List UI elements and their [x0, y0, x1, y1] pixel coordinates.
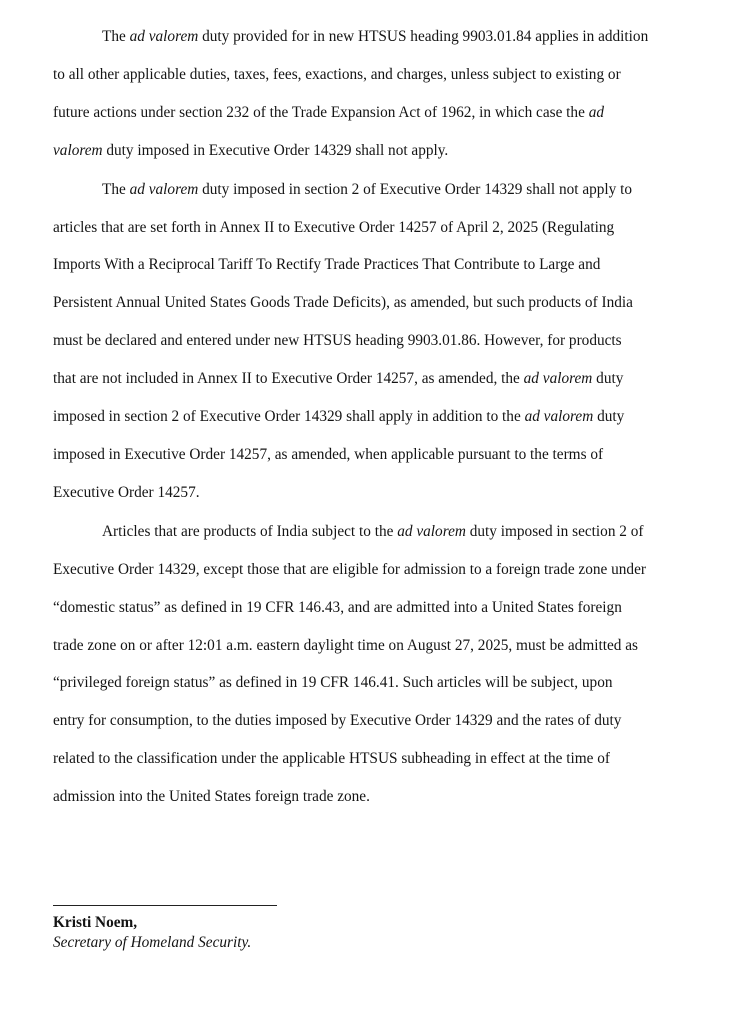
text-run: Articles that are products of India subject to the	[102, 522, 398, 540]
text-run: “domestic status” as defined in 19 CFR 146.43, and are admitted into a United States foreign	[53, 598, 622, 616]
text-run: “privileged foreign status” as defined in 19 CFR 146.41. Such articles will be subject, upon	[53, 674, 613, 692]
signatory-title: Secretary of Homeland Security.	[53, 934, 252, 951]
text-run: admission into the United States foreign trade zone.	[53, 788, 370, 806]
text-run: The	[102, 180, 130, 198]
text-run: must be declared and entered under new HTSUS heading 9903.01.86. However, for products	[53, 332, 622, 350]
signature-block	[53, 905, 453, 952]
paragraph-line	[53, 551, 698, 589]
paragraph-line	[53, 171, 698, 209]
text-run: duty provided for in new HTSUS heading 9903.01.84 applies in addition	[198, 28, 649, 45]
document-body	[53, 18, 698, 816]
italic-term: ad valorem	[524, 408, 594, 426]
italic-term: ad valorem	[523, 370, 593, 388]
italic-term: ad	[588, 103, 604, 121]
italic-term: valorem	[53, 141, 103, 159]
paragraph-line	[53, 322, 698, 360]
text-run: imposed in Executive Order 14257, as amended, when applicable pursuant to the terms of	[53, 445, 604, 463]
paragraph	[53, 513, 698, 816]
signature-line	[53, 905, 277, 906]
text-run: to all other applicable duties, taxes, fees, exactions, and charges, unless subject to existing or	[53, 65, 621, 83]
paragraph	[53, 171, 698, 512]
italic-term: ad valorem	[397, 522, 466, 540]
text-run: articles that are set forth in Annex II to Executive Order 14257 of April 2, 2025 (Regulating	[53, 218, 615, 236]
paragraph-line	[53, 18, 698, 56]
paragraph-line	[53, 627, 698, 665]
text-run: trade zone on or after 12:01 a.m. eastern daylight time on August 27, 2025, must be admitted as	[53, 636, 638, 654]
text-run: duty imposed in section 2 of	[465, 522, 644, 540]
text-run: duty imposed in section 2 of Executive Order 14329 shall not apply to	[198, 180, 633, 198]
text-run: Executive Order 14329, except those that are eligible for admission to a foreign trade zone under	[53, 560, 646, 578]
paragraph-line	[53, 284, 698, 322]
text-run: duty	[592, 370, 624, 388]
paragraph-line	[53, 94, 698, 132]
paragraph-line	[53, 513, 698, 551]
text-run: Executive Order 14257.	[53, 483, 200, 501]
paragraph-container	[53, 18, 698, 816]
paragraph-line	[53, 436, 698, 474]
text-run: that are not included in Annex II to Executive Order 14257, as amended, the	[53, 370, 524, 388]
paragraph-line	[53, 246, 698, 284]
text-run: duty imposed in Executive Order 14329 shall not apply.	[102, 141, 449, 159]
text-run: The	[102, 28, 130, 45]
text-run: imposed in section 2 of Executive Order 14329 shall apply in addition to the	[53, 408, 525, 426]
paragraph-line	[53, 474, 698, 512]
italic-term: ad valorem	[129, 28, 199, 45]
text-run: entry for consumption, to the duties imposed by Executive Order 14329 and the rates of duty	[53, 712, 622, 730]
paragraph-line	[53, 589, 698, 627]
signatory-name: Kristi Noem,	[53, 914, 138, 931]
paragraph-line	[53, 398, 698, 436]
text-run: future actions under section 232 of the Trade Expansion Act of 1962, in which case the	[53, 103, 589, 121]
paragraph-line	[53, 664, 698, 702]
paragraph-line	[53, 778, 698, 816]
text-run: related to the classification under the applicable HTSUS subheading in effect at the time of	[53, 750, 611, 768]
paragraph-line	[53, 740, 698, 778]
text-run: Persistent Annual United States Goods Trade Deficits), as amended, but such products of India	[53, 294, 633, 312]
text-run: duty	[593, 408, 625, 426]
text-run: Imports With a Reciprocal Tariff To Rectify Trade Practices That Contribute to Large and	[53, 256, 601, 274]
paragraph-line	[53, 132, 698, 170]
paragraph-line	[53, 360, 698, 398]
paragraph-line	[53, 702, 698, 740]
paragraph-line	[53, 56, 698, 94]
italic-term: ad valorem	[129, 180, 199, 198]
paragraph	[53, 18, 698, 170]
paragraph-line	[53, 209, 698, 247]
